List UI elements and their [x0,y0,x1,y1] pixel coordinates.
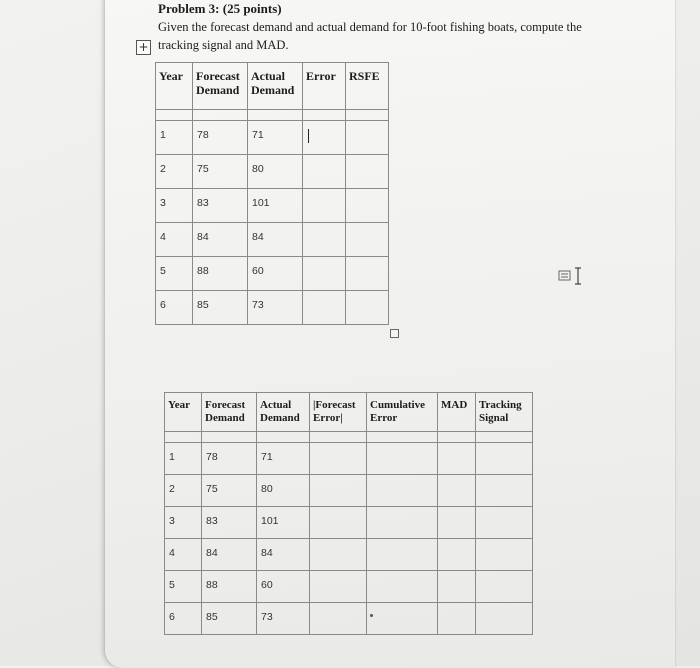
forecast-value: 78 [197,129,209,141]
spacer-cell [193,110,248,121]
actual-cell [257,571,310,603]
header-absolute-error [310,393,367,432]
spacer-cell [476,432,533,443]
tracking-signal-input-cell[interactable] [476,571,533,603]
year-cell [165,539,202,571]
year-value: 2 [160,163,166,175]
header-actual-demand [257,393,310,432]
table-row [156,291,389,325]
spacer-cell [257,432,310,443]
error-input-cell[interactable] [303,291,346,325]
table-row [156,257,389,291]
header-forecast-demand [202,393,257,432]
table-row [165,603,533,635]
rsfe-input-cell[interactable] [346,291,389,325]
header-actual-demand [248,63,303,110]
actual-cell [257,475,310,507]
abs-error-input-cell[interactable] [310,507,367,539]
header-year: Year [165,393,202,432]
year-cell [165,475,202,507]
year-cell [165,571,202,603]
actual-value: 71 [252,129,264,141]
forecast-value: 78 [206,451,218,463]
table-row [165,443,533,475]
header-forecast-line2: Demand [205,412,245,424]
cum-error-input-cell[interactable] [367,571,438,603]
year-cell [156,155,193,189]
actual-cell [248,121,303,155]
header-cum-error-line1: Cumulative [370,399,425,411]
table-resize-handle[interactable] [390,329,399,338]
forecast-value: 84 [197,231,209,243]
forecast-cell [193,155,248,189]
forecast-cell [202,475,257,507]
header-tracking-signal [476,393,533,432]
tracking-signal-input-cell[interactable] [476,603,533,635]
forecast-cell [202,443,257,475]
actual-cell [257,539,310,571]
header-actual-line2: Demand [260,412,300,424]
forecast-value: 88 [197,265,209,277]
table-move-handle-icon[interactable]: + [136,40,151,55]
actual-value: 101 [261,515,279,527]
forecast-cell [202,507,257,539]
spacer-cell [303,110,346,121]
actual-cell [248,291,303,325]
year-value: 5 [169,579,175,591]
cum-error-input-cell[interactable] [367,539,438,571]
forecast-value: 83 [206,515,218,527]
forecast-cell [193,121,248,155]
header-forecast-line1: Forecast [196,69,240,83]
abs-error-input-cell[interactable] [310,539,367,571]
abs-error-input-cell[interactable] [310,475,367,507]
forecast-cell [202,539,257,571]
forecast-value: 85 [206,611,218,623]
forecast-value: 83 [197,197,209,209]
year-cell [156,257,193,291]
spacer-cell [248,110,303,121]
rsfe-input-cell[interactable] [346,155,389,189]
abs-error-input-cell[interactable] [310,443,367,475]
mad-input-cell[interactable] [438,603,476,635]
forecast-cell [202,603,257,635]
header-abs-error-line2: Error| [313,412,343,424]
text-cursor [308,129,309,143]
error-input-cell[interactable] [303,223,346,257]
year-cell [165,507,202,539]
year-cell [156,121,193,155]
year-value: 3 [169,515,175,527]
header-forecast-line2: Demand [196,83,240,97]
forecast-cell [193,189,248,223]
rsfe-input-cell[interactable] [346,121,389,155]
actual-value: 71 [261,451,273,463]
cum-error-input-cell[interactable] [367,475,438,507]
spacer-cell [165,432,202,443]
header-actual-line1: Actual [251,69,285,83]
spacer-cell [202,432,257,443]
problem-description-line2: tracking signal and MAD. [158,38,289,52]
problem-title: Problem 3: (25 points) [158,1,282,16]
year-value: 1 [169,451,175,463]
year-value: 4 [160,231,166,243]
insert-text-icon[interactable] [558,266,586,286]
actual-cell [248,223,303,257]
error-input-cell[interactable] [303,121,346,155]
table-row [156,121,389,155]
forecast-cell [202,571,257,603]
actual-cell [248,155,303,189]
header-cumulative-error [367,393,438,432]
forecast-cell [193,291,248,325]
tracking-signal-input-cell[interactable] [476,507,533,539]
header-actual-line2: Demand [251,83,295,97]
table-row [165,571,533,603]
spacer-cell [438,432,476,443]
actual-value: 73 [252,299,264,311]
table-row [165,475,533,507]
actual-cell [257,443,310,475]
forecast-value: 75 [206,483,218,495]
year-cell [156,223,193,257]
actual-value: 60 [252,265,264,277]
cum-error-input-cell[interactable] [367,603,438,635]
year-cell [156,189,193,223]
year-value: 4 [169,547,175,559]
forecast-cell [193,223,248,257]
year-value: 5 [160,265,166,277]
year-value: 6 [169,611,175,623]
table-row [156,155,389,189]
header-tracking-line1: Tracking [479,399,522,411]
actual-value: 84 [252,231,264,243]
year-value: 6 [160,299,166,311]
table-row [165,507,533,539]
table-row [156,223,389,257]
header-forecast-demand [193,63,248,110]
spacer-cell [346,110,389,121]
mad-input-cell[interactable] [438,443,476,475]
rsfe-input-cell[interactable] [346,257,389,291]
problem-description-line1: Given the forecast demand and actual demand for 10-foot fishing boats, compute the [158,20,582,34]
year-value: 2 [169,483,175,495]
year-cell [156,291,193,325]
header-forecast-line1: Forecast [205,399,246,411]
tracking-signal-mad-table [164,392,533,635]
actual-cell [257,507,310,539]
mad-input-cell[interactable] [438,539,476,571]
error-input-cell[interactable] [303,189,346,223]
tracking-signal-input-cell[interactable] [476,475,533,507]
year-cell [165,443,202,475]
year-value: 3 [160,197,166,209]
cum-error-input-cell[interactable] [367,507,438,539]
actual-value: 73 [261,611,273,623]
actual-value: 101 [252,197,270,209]
actual-value: 84 [261,547,273,559]
header-year: Year [156,63,193,110]
header-mad: MAD [438,393,476,432]
forecast-value: 88 [206,579,218,591]
header-cum-error-line2: Error [370,412,398,424]
actual-cell [257,603,310,635]
spacer-cell [310,432,367,443]
year-value: 1 [160,129,166,141]
tracking-signal-input-cell[interactable] [476,443,533,475]
header-abs-error-line1: |Forecast [313,399,356,411]
abs-error-input-cell[interactable] [310,603,367,635]
tracking-signal-input-cell[interactable] [476,539,533,571]
error-rsfe-table [155,62,389,325]
mad-input-cell[interactable] [438,571,476,603]
actual-value: 60 [261,579,273,591]
mad-input-cell[interactable] [438,507,476,539]
cum-error-input-cell[interactable] [367,443,438,475]
forecast-value: 75 [197,163,209,175]
forecast-value: 84 [206,547,218,559]
header-rsfe: RSFE [346,63,389,110]
header-error: Error [303,63,346,110]
error-input-cell[interactable] [303,155,346,189]
table-row [165,539,533,571]
stray-dot-mark [370,614,373,617]
header-actual-line1: Actual [260,399,292,411]
actual-cell [248,189,303,223]
header-tracking-line2: Signal [479,412,509,424]
actual-value: 80 [252,163,264,175]
forecast-cell [193,257,248,291]
spacer-cell [367,432,438,443]
year-cell [165,603,202,635]
table-row [156,189,389,223]
rsfe-input-cell[interactable] [346,189,389,223]
actual-cell [248,257,303,291]
rsfe-input-cell[interactable] [346,223,389,257]
forecast-value: 85 [197,299,209,311]
mad-input-cell[interactable] [438,475,476,507]
error-input-cell[interactable] [303,257,346,291]
actual-value: 80 [261,483,273,495]
spacer-cell [156,110,193,121]
abs-error-input-cell[interactable] [310,571,367,603]
